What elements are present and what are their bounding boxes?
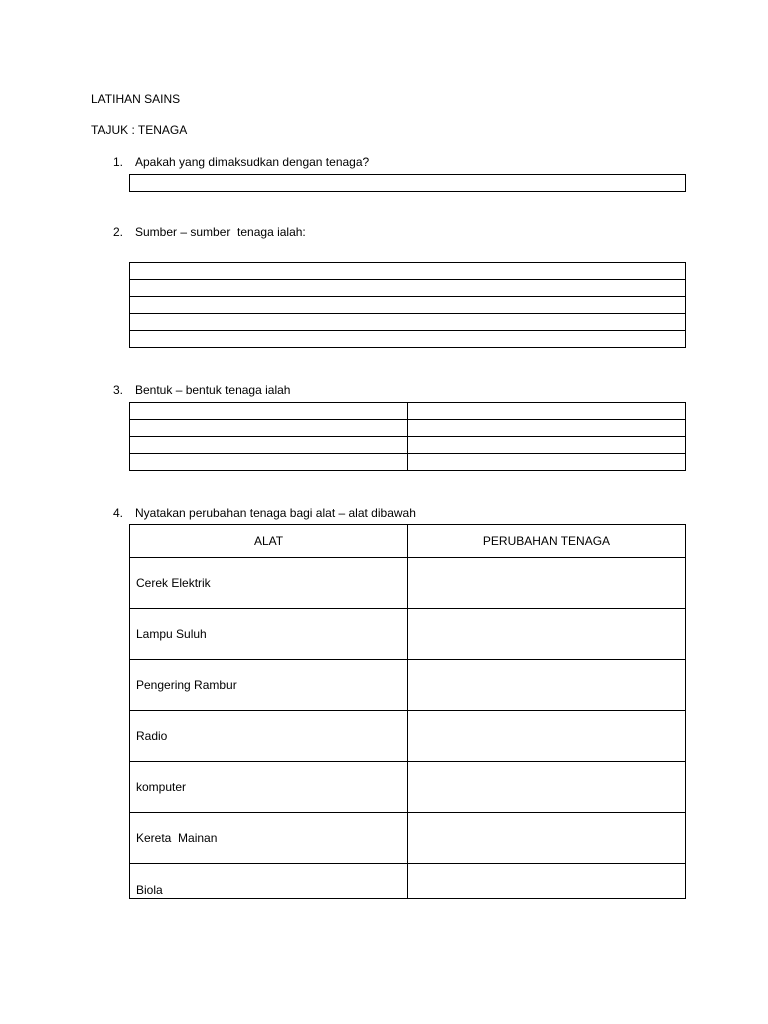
- answer-cell[interactable]: [408, 437, 686, 454]
- answer-cell[interactable]: [130, 331, 686, 348]
- column-header-alat: ALAT: [130, 525, 408, 558]
- alat-cell: Pengering Rambur: [130, 660, 408, 711]
- table-row: [130, 660, 686, 711]
- answer-cell[interactable]: [130, 297, 686, 314]
- energy-change-table: [129, 524, 686, 899]
- perubahan-cell[interactable]: [408, 864, 686, 899]
- answer-box-1: [129, 174, 686, 192]
- answer-cell[interactable]: [130, 420, 408, 437]
- table-row: [130, 711, 686, 762]
- question-3-text: Bentuk – bentuk tenaga ialah: [135, 383, 291, 397]
- answer-cell[interactable]: [130, 280, 686, 297]
- alat-cell: komputer: [130, 762, 408, 813]
- table-row: [130, 762, 686, 813]
- table-row: [130, 813, 686, 864]
- alat-cell: Cerek Elektrik: [130, 558, 408, 609]
- answer-cell[interactable]: [408, 454, 686, 471]
- perubahan-cell[interactable]: [408, 711, 686, 762]
- column-header-perubahan-tenaga: PERUBAHAN TENAGA: [408, 525, 686, 558]
- question-2-text: Sumber – sumber tenaga ialah:: [135, 225, 306, 239]
- table-row: [130, 609, 686, 660]
- worksheet-title: LATIHAN SAINS: [91, 92, 181, 106]
- alat-cell: Biola: [130, 864, 408, 899]
- question-1-text: Apakah yang dimaksudkan dengan tenaga?: [135, 155, 370, 169]
- table-row: [130, 864, 686, 899]
- alat-cell: Kereta Mainan: [130, 813, 408, 864]
- table-header-row: [130, 525, 686, 558]
- question-2-number: 2.: [113, 225, 124, 239]
- answer-cell[interactable]: [130, 175, 686, 192]
- perubahan-cell[interactable]: [408, 762, 686, 813]
- alat-cell: Lampu Suluh: [130, 609, 408, 660]
- answer-cell[interactable]: [130, 263, 686, 280]
- question-4-number: 4.: [113, 506, 124, 520]
- answer-table-2: [129, 262, 686, 348]
- answer-cell[interactable]: [130, 437, 408, 454]
- worksheet-topic: TAJUK : TENAGA: [91, 123, 188, 137]
- answer-cell[interactable]: [408, 420, 686, 437]
- answer-cell[interactable]: [130, 454, 408, 471]
- answer-cell[interactable]: [130, 403, 408, 420]
- answer-table-3: [129, 402, 686, 471]
- alat-cell: Radio: [130, 711, 408, 762]
- answer-cell[interactable]: [408, 403, 686, 420]
- perubahan-cell[interactable]: [408, 660, 686, 711]
- perubahan-cell[interactable]: [408, 558, 686, 609]
- answer-cell[interactable]: [130, 314, 686, 331]
- question-1-number: 1.: [113, 155, 124, 169]
- table-row: [130, 558, 686, 609]
- perubahan-cell[interactable]: [408, 813, 686, 864]
- question-3-number: 3.: [113, 383, 124, 397]
- perubahan-cell[interactable]: [408, 609, 686, 660]
- question-4-text: Nyatakan perubahan tenaga bagi alat – alat dibawah: [135, 506, 416, 520]
